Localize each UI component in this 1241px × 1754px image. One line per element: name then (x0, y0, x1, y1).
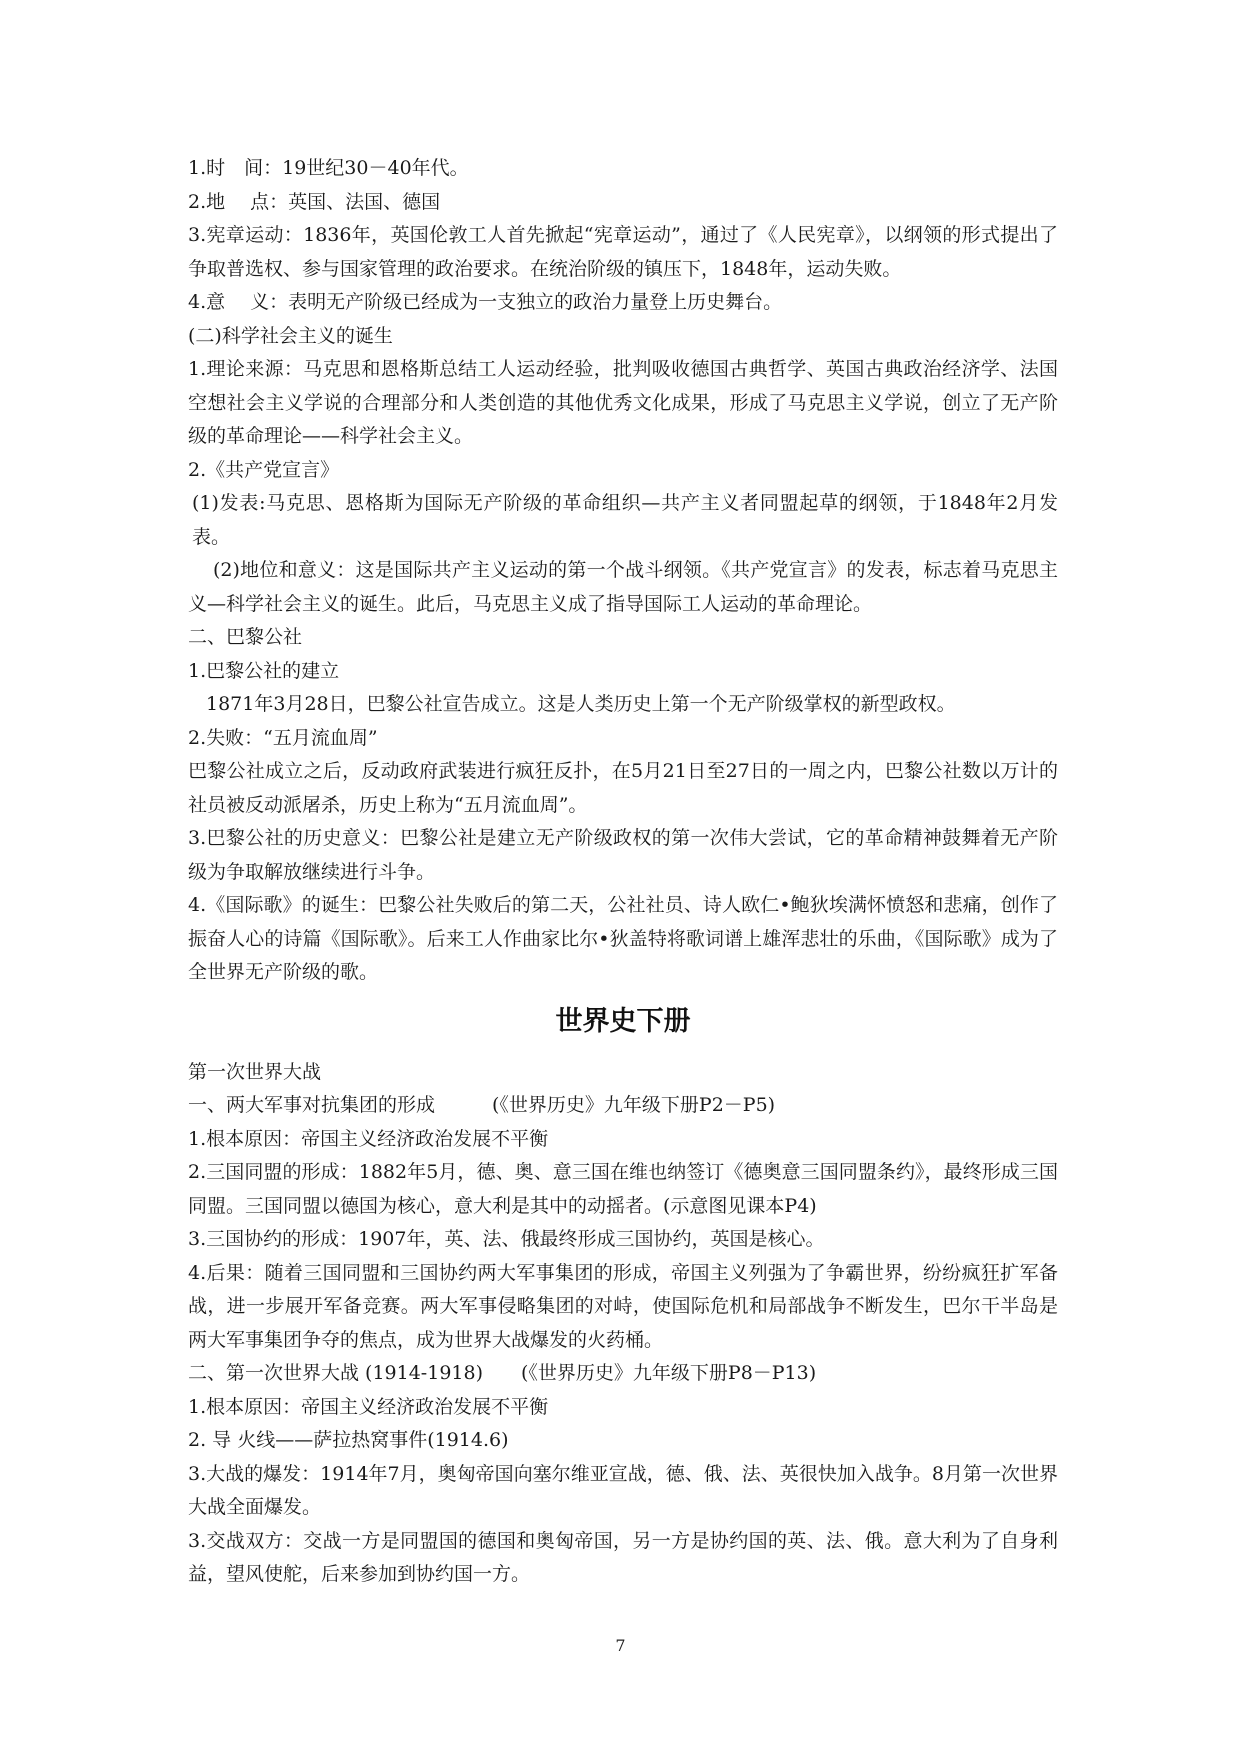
text-outbreak: 3.大战的爆发：1914年7月，奥匈帝国向塞尔维亚宣战，德、俄、法、英很快加入战争。8月第一次世界大战全面爆发。 (188, 1462, 1058, 1518)
heading-scientific-socialism: (二)科学社会主义的诞生 (188, 324, 393, 347)
document-page (188, 152, 1058, 1592)
heading-military-blocs: 一、两大军事对抗集团的形成 (《世界历史》九年级下册P2－P5) (188, 1094, 776, 1116)
page-number: 7 (615, 1636, 626, 1655)
heading-manifesto: 2.《共产党宣言》 (188, 458, 340, 481)
text-consequence: 4.后果：随着三国同盟和三国协约两大军事集团的形成，帝国主义列强为了争霸世界，纷纷疯狂扩军备战，进一步展开军备竞赛。两大军事侵略集团的对峙，使国际危机和局部战争不断发生，巴尔干半岛是两大军事集团争夺的焦点，成为世界大战爆发的火药桶。 (188, 1261, 1058, 1351)
text-triple-alliance: 2.三国同盟的形成：1882年5月，德、奥、意三国在维也纳签订《德奥意三国同盟条约》，最终形成三国同盟。三国同盟以德国为核心，意大利是其中的动摇者。(示意图见课本P4) (188, 1161, 1058, 1217)
heading-commune-founding: 1.巴黎公社的建立 (188, 659, 340, 682)
text-commune-failure: 巴黎公社成立之后，反动政府武装进行疯狂反扑，在5月21日至27日的一周之内，巴黎公社数以万计的社员被反动派屠杀，历史上称为“五月流血周”。 (188, 760, 1058, 816)
text-triple-entente: 3.三国协约的形成：1907年，英、法、俄最终形成三国协约，英国是核心。 (188, 1228, 825, 1250)
text-commune-founding: 1871年3月28日，巴黎公社宣告成立。这是人类历史上第一个无产阶级掌权的新型政权。 (206, 693, 956, 715)
heading-wwi-war: 二、第一次世界大战 (1914-1918) (《世界历史》九年级下册P8－P13) (188, 1362, 817, 1384)
heading-paris-commune: 二、巴黎公社 (188, 626, 303, 648)
heading-wwi: 第一次世界大战 (188, 1060, 322, 1083)
text-commune-significance: 3.巴黎公社的历史意义：巴黎公社是建立无产阶级政权的第一次伟大尝试，它的革命精神鼓舞着无产阶级为争取解放继续进行斗争。 (188, 827, 1058, 883)
text-fuse: 2. 导 火线——萨拉热窝事件(1914.6) (188, 1429, 509, 1451)
text-significance: 4.意 义：表明无产阶级已经成为一支独立的政治力量登上历史舞台。 (188, 291, 783, 313)
heading-commune-failure: 2.失败：“五月流血周” (188, 726, 378, 749)
text-place: 2.地 点：英国、法国、德国 (188, 190, 441, 213)
text-internationale: 4.《国际歌》的诞生：巴黎公社失败后的第二天，公社社员、诗人欧仁•鲍狄埃满怀愤怒和悲痛，创作了振奋人心的诗篇《国际歌》。后来工人作曲家比尔•狄盖特将歌词谱上雄浑悲壮的乐曲，《国际歌》成为了全世界无产阶级的歌。 (188, 894, 1058, 983)
text-belligerents: 3.交战双方：交战一方是同盟国的德国和奥匈帝国，另一方是协约国的英、法、俄。意大利为了自身利益，望风使舵，后来参加到协约国一方。 (188, 1529, 1058, 1585)
text-chartism: 3.宪章运动：1836年，英国伦敦工人首先掀起“宪章运动”，通过了《人民宪章》，以纲领的形式提出了争取普选权、参与国家管理的政治要求。在统治阶级的镇压下，1848年，运动失败。 (188, 224, 1058, 280)
text-theory-source: 1.理论来源：马克思和恩格斯总结工人运动经验，批判吸收德国古典哲学、英国古典政治经济学、法国空想社会主义学说的合理部分和人类创造的其他优秀文化成果，形成了马克思主义学说，创立了无产阶级的革命理论——科学社会主义。 (188, 358, 1058, 447)
section-title: 世界史下册 (555, 1005, 691, 1037)
text-time: 1.时 间：19世纪30－40年代。 (188, 157, 469, 179)
text-manifesto-publish: (1)发表:马克思、恩格斯为国际无产阶级的革命组织—共产主义者同盟起草的纲领，于1848年2月发表。 (192, 492, 1058, 548)
text-root-cause-2: 1.根本原因：帝国主义经济政治发展不平衡 (188, 1395, 549, 1418)
text-manifesto-meaning: (2)地位和意义：这是国际共产主义运动的第一个战斗纲领。《共产党宣言》的发表，标志着马克思主义—科学社会主义的诞生。此后，马克思主义成了指导国际工人运动的革命理论。 (188, 559, 1058, 615)
text-root-cause-1: 1.根本原因：帝国主义经济政治发展不平衡 (188, 1127, 549, 1150)
